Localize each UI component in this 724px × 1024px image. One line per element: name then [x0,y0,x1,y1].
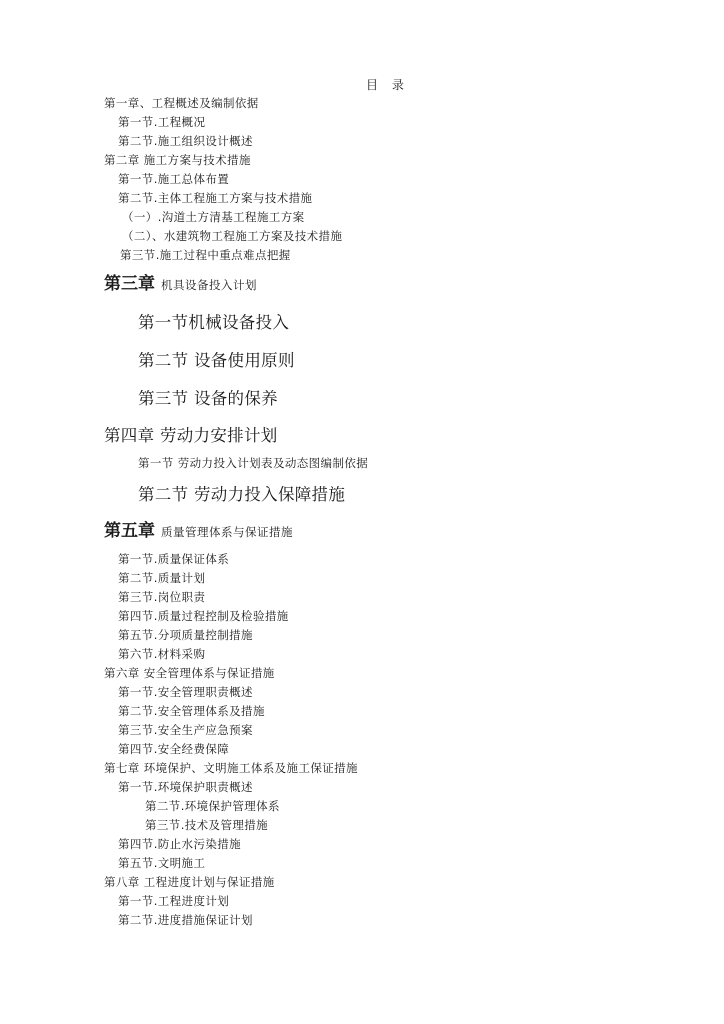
toc-entry-section: 第四节.防止水污染措施 [118,837,242,851]
toc-entry-section: 第一节.安全管理职责概述 [118,685,253,699]
toc-entry-chapter-8: 第八章 工程进度计划与保证措施 [104,875,275,889]
toc-entry-section: 第一节.环境保护职责概述 [118,780,253,794]
toc-entry-section: 第五节.分项质量控制措施 [118,628,253,642]
toc-entry-section: 第六节.材料采购 [118,647,206,661]
toc-entry-section: 第一节 劳动力投入计划表及动态图编制依据 [138,456,369,470]
toc-entry-chapter-5 [104,523,293,540]
toc-entry-section: 第三节.岗位职责 [118,590,206,604]
toc-entry-section: 第二节.质量计划 [118,571,206,585]
toc-entry-section-large: 第二节 设备使用原则 [138,351,295,370]
toc-entry-chapter-4: 第四章 劳动力安排计划 [104,426,278,445]
toc-entry-section-large: 第一节机械设备投入 [138,313,290,332]
toc-entry-chapter-2: 第二章 施工方案与技术措施 [104,153,251,167]
toc-entry-chapter-6: 第六章 安全管理体系与保证措施 [104,666,275,680]
toc-entry-subsection: （一）.沟道土方清基工程施工方案 [122,210,305,224]
toc-entry-section: 第三节.施工过程中重点难点把握 [120,248,291,262]
toc-entry-section: 第三节.技术及管理措施 [145,818,269,832]
toc-entry-section: 第二节.施工组织设计概述 [118,134,253,148]
toc-entry-section: 第三节.安全生产应急预案 [118,723,253,737]
toc-entry-section: 第四节.安全经费保障 [118,742,230,756]
toc-entry-section: 第一节.工程进度计划 [118,894,230,908]
chapter-5-heading: 第五章 [104,521,155,541]
toc-entry-chapter-3 [104,276,257,293]
toc-entry-section-large: 第三节 设备的保养 [138,389,278,408]
toc-entry-chapter-7: 第七章 环境保护、文明施工体系及施工保证措施 [104,761,358,775]
toc-entry-section: 第一节.施工总体布置 [118,172,230,186]
toc-entry-section: 第一节.工程概况 [118,115,206,129]
toc-entry-section: 第二节.进度措施保证计划 [118,913,253,927]
toc-title: 目 录 [366,78,409,92]
chapter-3-heading: 第三章 [104,274,155,294]
toc-entry-subsection: （二）、水建筑物工程施工方案及技术措施 [122,229,343,243]
toc-entry-section: 第二节.主体工程施工方案与技术措施 [118,191,313,205]
toc-entry-section: 第五节.文明施工 [118,856,206,870]
toc-entry-section-large: 第二节 劳动力投入保障措施 [138,485,346,504]
toc-entry-chapter-1: 第一章、工程概述及编制依据 [104,96,259,110]
toc-entry-section: 第二节.安全管理体系及措施 [118,704,265,718]
chapter-3-title: 机具设备投入计划 [161,278,257,292]
chapter-5-title: 质量管理体系与保证措施 [161,525,293,539]
toc-entry-section: 第一节.质量保证体系 [118,552,230,566]
toc-entry-section: 第四节.质量过程控制及检验措施 [118,609,289,623]
toc-entry-section: 第二节.环境保护管理体系 [145,799,280,813]
